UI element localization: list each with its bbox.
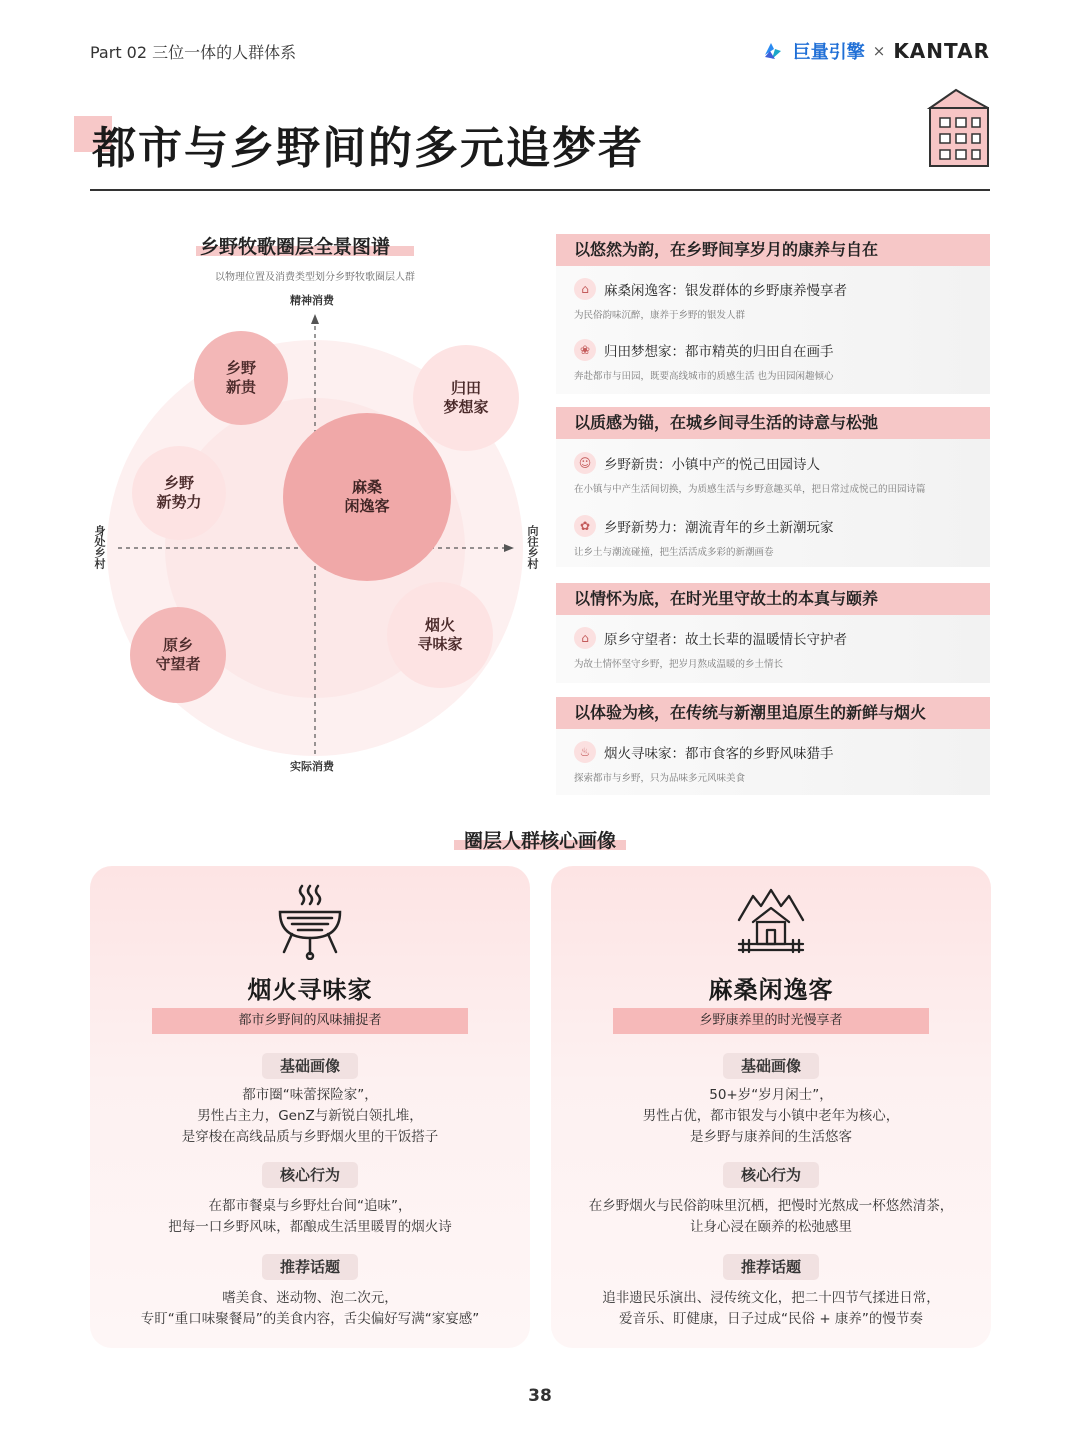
chip-basic: 基础画像 bbox=[723, 1053, 819, 1079]
persona-masang bbox=[574, 278, 847, 300]
theme-heading-4: 以体验为核，在传统与新潮里追原生的新鲜与烟火 bbox=[556, 697, 990, 729]
persona-name: 烟火寻味家：都市食客的乡野风味猎手 bbox=[604, 746, 834, 762]
page-title: 都市与乡野间的多元追梦者 bbox=[92, 123, 644, 174]
persona-desc: 为故土情怀坚守乡野，把岁月熬成温暖的乡土情长 bbox=[574, 659, 784, 670]
topic-text: 嗜美食、迷动物、泡二次元， 专盯“重口味聚餐局”的美食内容，舌尖偏好写满“家宴感” bbox=[140, 1290, 480, 1327]
persona-desc: 为民俗韵味沉醉，康养于乡野的银发人群 bbox=[574, 310, 746, 321]
house-icon: ⌂ bbox=[574, 278, 596, 300]
axis-label-right: 向往乡村 bbox=[526, 525, 539, 569]
logo-area bbox=[761, 38, 990, 64]
part-label: Part 02 三位一体的人群体系 bbox=[90, 43, 297, 62]
logo-separator: × bbox=[872, 42, 886, 60]
persona-yuanxiang bbox=[574, 627, 847, 649]
persona-desc: 探索都市与乡野，只为品味多元风味美食 bbox=[574, 773, 746, 784]
chip-basic: 基础画像 bbox=[262, 1053, 358, 1079]
persona-name: 归田梦想家：都市精英的归田自在画手 bbox=[604, 344, 834, 360]
theme-body-3 bbox=[556, 615, 990, 683]
persona-name: 原乡守望者：故土长辈的温暖情长守护者 bbox=[604, 632, 847, 648]
behavior-text: 在都市餐桌与乡野灶台间“追味”， 把每一口乡野风味，都酿成生活里暖胃的烟火诗 bbox=[168, 1198, 452, 1235]
map-subtitle: 以物理位置及消费类型划分乡野牧歌圈层人群 bbox=[215, 272, 415, 283]
brand-logo-icon bbox=[761, 39, 785, 63]
circle-xinshili: 乡野 新势力 bbox=[132, 446, 226, 540]
building-icon bbox=[926, 88, 992, 168]
card-tagline: 都市乡野间的风味捕捉者 bbox=[152, 1008, 468, 1034]
page-number: 38 bbox=[528, 1386, 552, 1406]
card-masang bbox=[551, 866, 991, 1348]
circle-yuanxiang: 原乡 守望者 bbox=[130, 607, 226, 703]
field-icon: ❀ bbox=[574, 339, 596, 361]
card-yanhuo bbox=[90, 866, 530, 1348]
card-title: 烟火寻味家 bbox=[247, 976, 373, 1004]
persona-desc: 在小镇与中产生活间切换，为质感生活与乡野意趣买单，把日常过成悦己的田园诗篇 bbox=[574, 484, 926, 495]
home-icon: ⌂ bbox=[574, 627, 596, 649]
axis-label-top: 精神消费 bbox=[290, 294, 334, 307]
behavior-text: 在乡野烟火与民俗韵味里沉栖，把慢时光熬成一杯悠然清茶， 让身心浸在颐养的松弛感里 bbox=[588, 1198, 954, 1235]
persona-xingui bbox=[574, 452, 820, 474]
topic-text: 追非遗民乐演出、浸传统文化，把二十四节气揉进日常， 爱音乐、盯健康，日子过成“民俗 + 康养”的慢节奏 bbox=[602, 1290, 940, 1327]
partner-logo: KANTAR bbox=[893, 39, 990, 63]
persona-name: 乡野新贵：小镇中产的悦己田园诗人 bbox=[604, 457, 820, 473]
circle-masang: 麻桑 闲逸客 bbox=[283, 413, 451, 581]
title-divider bbox=[90, 189, 990, 191]
theme-heading-3: 以情怀为底，在时光里守故土的本真与颐养 bbox=[556, 583, 990, 615]
axis-label-left: 身处乡村 bbox=[93, 525, 106, 569]
chip-topic: 推荐话题 bbox=[262, 1254, 358, 1280]
chip-behavior: 核心行为 bbox=[723, 1162, 819, 1188]
card-tagline: 乡野康养里的时光慢享者 bbox=[613, 1008, 929, 1034]
theme-heading-2: 以质感为锚，在城乡间寻生活的诗意与松弛 bbox=[556, 407, 990, 439]
persona-desc: 让乡土与潮流碰撞，把生活活成多彩的新潮画卷 bbox=[574, 547, 774, 558]
circle-yanhuo: 烟火 寻味家 bbox=[387, 582, 493, 688]
persona-xinshili bbox=[574, 515, 834, 537]
persona-guitian bbox=[574, 339, 834, 361]
persona-name: 乡野新势力：潮流青年的乡土新潮玩家 bbox=[604, 520, 834, 536]
chip-topic: 推荐话题 bbox=[723, 1254, 819, 1280]
mountain-house-icon bbox=[735, 884, 807, 956]
chip-behavior: 核心行为 bbox=[262, 1162, 358, 1188]
sprout-icon: ✿ bbox=[574, 515, 596, 537]
basic-text: 50+岁“岁月闲士”， 男性占优，都市银发与小镇中老年为核心， 是乡野与康养间的生活悠客 bbox=[642, 1087, 900, 1145]
card-title: 麻桑闲逸客 bbox=[708, 976, 834, 1004]
basic-text: 都市圈“味蕾探险家”， 男性占主力，GenZ与新锐白领扎堆， 是穿梭在高线品质与乡野烟火里的干饭搭子 bbox=[181, 1087, 439, 1145]
brand-name: 巨量引擎 bbox=[792, 42, 865, 63]
persona-desc: 奔赴都市与田园，既要高线城市的质感生活 也为田园闲趣倾心 bbox=[574, 371, 834, 382]
circle-guitian: 归田 梦想家 bbox=[413, 345, 519, 451]
map-title: 乡野牧歌圈层全景图谱 bbox=[200, 236, 391, 258]
theme-heading-1: 以悠然为韵，在乡野间享岁月的康养与自在 bbox=[556, 234, 990, 266]
persona-yanhuo bbox=[574, 741, 834, 763]
people-icon: ☺ bbox=[574, 452, 596, 474]
grill-icon bbox=[274, 882, 346, 960]
persona-name: 麻桑闲逸客：银发群体的乡野康养慢享者 bbox=[604, 283, 847, 299]
grill-icon: ♨ bbox=[574, 741, 596, 763]
axis-label-bottom: 实际消费 bbox=[290, 760, 334, 773]
circle-xiangye-xingui: 乡野 新贵 bbox=[194, 331, 288, 425]
section-title: 圈层人群核心画像 bbox=[463, 830, 616, 852]
